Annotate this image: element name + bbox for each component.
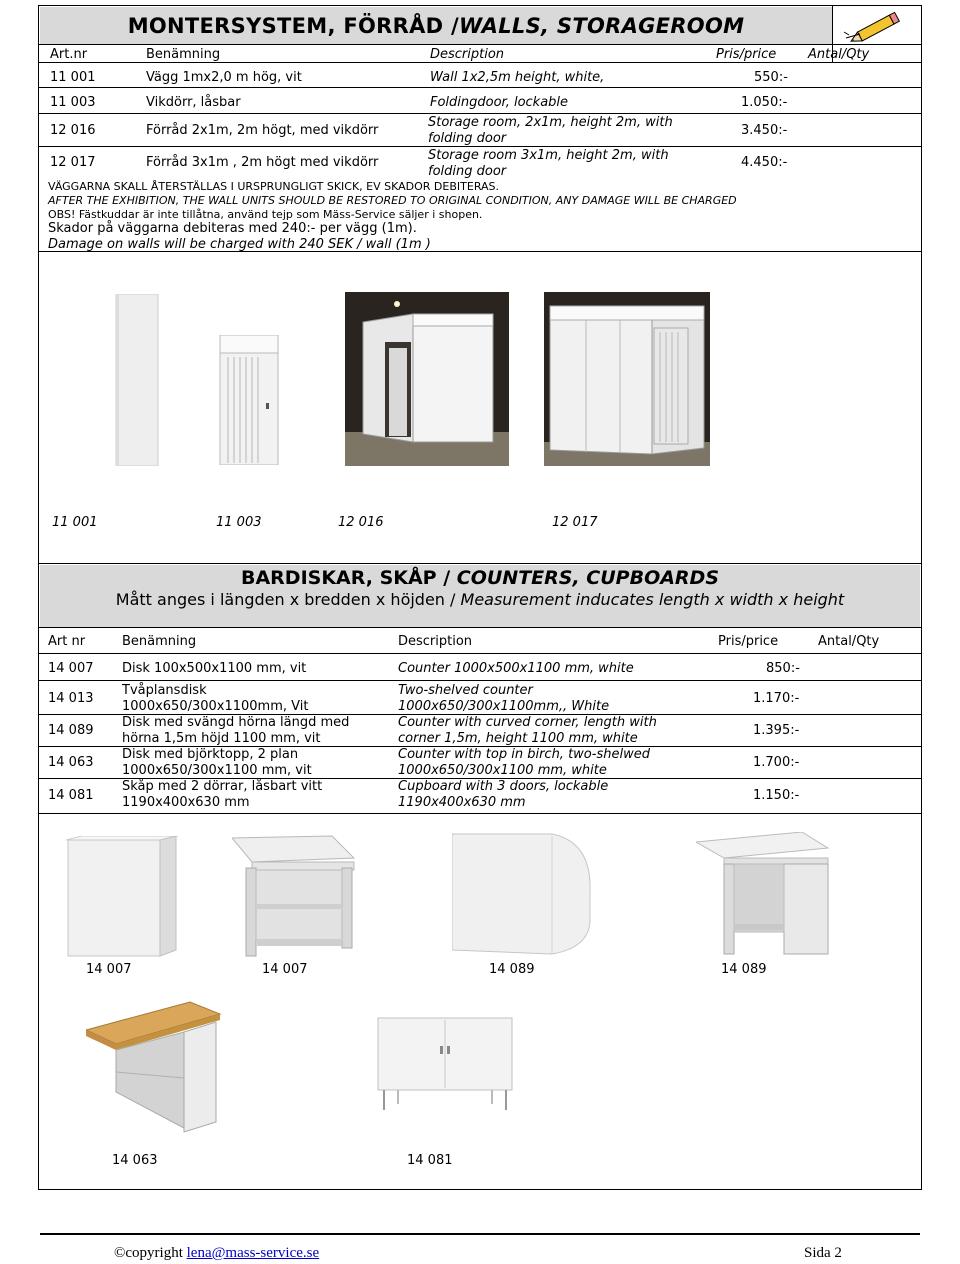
counters-row-desc-line2: 1000x650/300x1100 mm, white: [398, 763, 607, 778]
walls-row-name: Förråd 2x1m, 2m högt, med vikdörr: [146, 123, 379, 138]
wall-caption: 11 003: [216, 515, 262, 530]
counter-caption: 14 007: [262, 962, 308, 977]
walls-row-name: Förråd 3x1m , 2m högt med vikdörr: [146, 155, 379, 170]
counters-row-name-line2: 1190x400x630 mm: [122, 795, 250, 810]
counters-row-desc: Counter 1000x500x1100 mm, white: [398, 661, 634, 676]
wall-caption: 12 017: [552, 515, 598, 530]
counters-row-price: 1.150:-: [753, 788, 800, 803]
pencil-icon: [840, 8, 916, 44]
counters-row-name-line2: 1000x650/300x1100mm, Vit: [122, 699, 309, 714]
storage-3x1-image: [544, 292, 710, 466]
walls-row-desc-line2: folding door: [428, 131, 507, 146]
walls-row-desc: Storage room, 2x1m, height 2m, with: [428, 115, 673, 130]
walls-header-artnr: Art.nr: [50, 47, 88, 62]
footer-email-link[interactable]: lena@mass-service.se: [186, 1245, 320, 1261]
walls-row-name: Vikdörr, låsbar: [146, 95, 241, 110]
counters-row-name: Skåp med 2 dörrar, låsbart vitt: [122, 779, 323, 794]
walls-row-price: 1.050:-: [741, 95, 788, 110]
counters-row-desc: Counter with curved corner, length with: [398, 715, 657, 730]
walls-note-3: OBS! Fästkuddar är inte tillåtna, använd tejp som Mäss-Service säljer i shopen.: [48, 208, 483, 221]
counter-14063-image: [86, 1000, 222, 1136]
counter-caption: 14 089: [721, 962, 767, 977]
wall-caption: 11 001: [52, 515, 98, 530]
counters-row-desc: Cupboard with 3 doors, lockable: [398, 779, 609, 794]
counters-row-price: 850:-: [766, 661, 800, 676]
walls-header-qty: Antal/Qty: [808, 47, 870, 62]
counters-header-qty: Antal/Qty: [818, 634, 880, 649]
walls-row-desc-line2: folding door: [428, 164, 507, 179]
folding-door-image: [218, 335, 280, 465]
counters-row-name-line2: 1000x650/300x1100 mm, vit: [122, 763, 312, 778]
counters-row-desc-line2: 1000x650/300x1100mm,, White: [398, 699, 610, 714]
walls-header-name: Benämning: [146, 47, 221, 62]
walls-row-desc: Wall 1x2,5m height, white,: [430, 70, 605, 85]
counters-row-desc-line2: 1190x400x630 mm: [398, 795, 526, 810]
counters-row-name: Disk med björktopp, 2 plan: [122, 747, 299, 762]
counter-14007-back-image: [232, 832, 356, 958]
walls-title: MONTERSYSTEM, FÖRRÅD / WALLS, STORAGEROOM: [40, 7, 832, 44]
counter-14089-image: [452, 832, 592, 956]
counters-header-artnr: Art nr: [48, 634, 86, 649]
counters-row-artnr: 14 063: [48, 755, 94, 770]
counter-caption: 14 081: [407, 1153, 453, 1168]
counters-row-desc-line2: corner 1,5m, height 1100 mm, white: [398, 731, 638, 746]
counters-row-price: 1.395:-: [753, 723, 800, 738]
walls-row-price: 4.450:-: [741, 155, 788, 170]
wall-caption: 12 016: [338, 515, 384, 530]
counters-row-price: 1.700:-: [753, 755, 800, 770]
counters-header-desc: Description: [398, 634, 473, 649]
counter-caption: 14 063: [112, 1153, 158, 1168]
footer-copyright: ©copyright lena@mass-service.se: [114, 1245, 320, 1261]
counters-row-artnr: 14 089: [48, 723, 94, 738]
counters-row-desc: Counter with top in birch, two-shelwed: [398, 747, 650, 762]
walls-note-1: VÄGGARNA SKALL ÅTERSTÄLLAS I URSPRUNGLIGT SKICK, EV SKADOR DEBITERAS.: [48, 180, 500, 193]
walls-row-artnr: 11 003: [50, 95, 96, 110]
counters-subtitle: Mått anges i längden x bredden x höjden / Measurement inducates length x width x height: [115, 590, 845, 609]
cupboard-14081-image: [376, 1016, 516, 1112]
counter-caption: 14 089: [489, 962, 535, 977]
counter-14007-image: [66, 836, 178, 958]
walls-note-4: Skador på väggarna debiteras med 240:- per vägg (1m).: [48, 221, 417, 236]
counters-header-price: Pris/price: [718, 634, 779, 649]
counters-row-name-line2: hörna 1,5m höjd 1100 mm, vit: [122, 731, 321, 746]
counters-title: BARDISKAR, SKÅP / COUNTERS, CUPBOARDS: [240, 567, 720, 589]
counters-row-desc: Two-shelved counter: [398, 683, 533, 698]
walls-row-artnr: 12 017: [50, 155, 96, 170]
walls-row-price: 3.450:-: [741, 123, 788, 138]
counters-header-name: Benämning: [122, 634, 197, 649]
walls-row-name: Vägg 1mx2,0 m hög, vit: [146, 70, 302, 85]
walls-note-2: AFTER THE EXHIBITION, THE WALL UNITS SHOULD BE RESTORED TO ORIGINAL CONDITION, ANY DAMAGE WILL BE CHARGED: [48, 194, 737, 207]
walls-row-desc: Storage room 3x1m, height 2m, with: [428, 148, 669, 163]
counters-row-price: 1.170:-: [753, 691, 800, 706]
walls-header-desc: Description: [430, 47, 505, 62]
counters-row-name: Disk 100x500x1100 mm, vit: [122, 661, 307, 676]
counters-row-artnr: 14 081: [48, 788, 94, 803]
storage-2x1-image: [345, 292, 509, 466]
wall-panel-image: [110, 294, 160, 466]
walls-row-artnr: 12 016: [50, 123, 96, 138]
counters-row-name: Disk med svängd hörna längd med: [122, 715, 350, 730]
walls-note-5: Damage on walls will be charged with 240 SEK / wall (1m ): [48, 237, 431, 252]
counters-row-artnr: 14 013: [48, 691, 94, 706]
walls-row-desc: Foldingdoor, lockable: [430, 95, 569, 110]
counter-caption: 14 007: [86, 962, 132, 977]
walls-row-artnr: 11 001: [50, 70, 96, 85]
walls-header-price: Pris/price: [716, 47, 777, 62]
walls-row-price: 550:-: [754, 70, 788, 85]
footer-page-number: Sida 2: [804, 1245, 842, 1261]
counters-row-artnr: 14 007: [48, 661, 94, 676]
counters-row-name: Tvåplansdisk: [122, 683, 207, 698]
counter-14089-desk-image: [696, 832, 830, 958]
